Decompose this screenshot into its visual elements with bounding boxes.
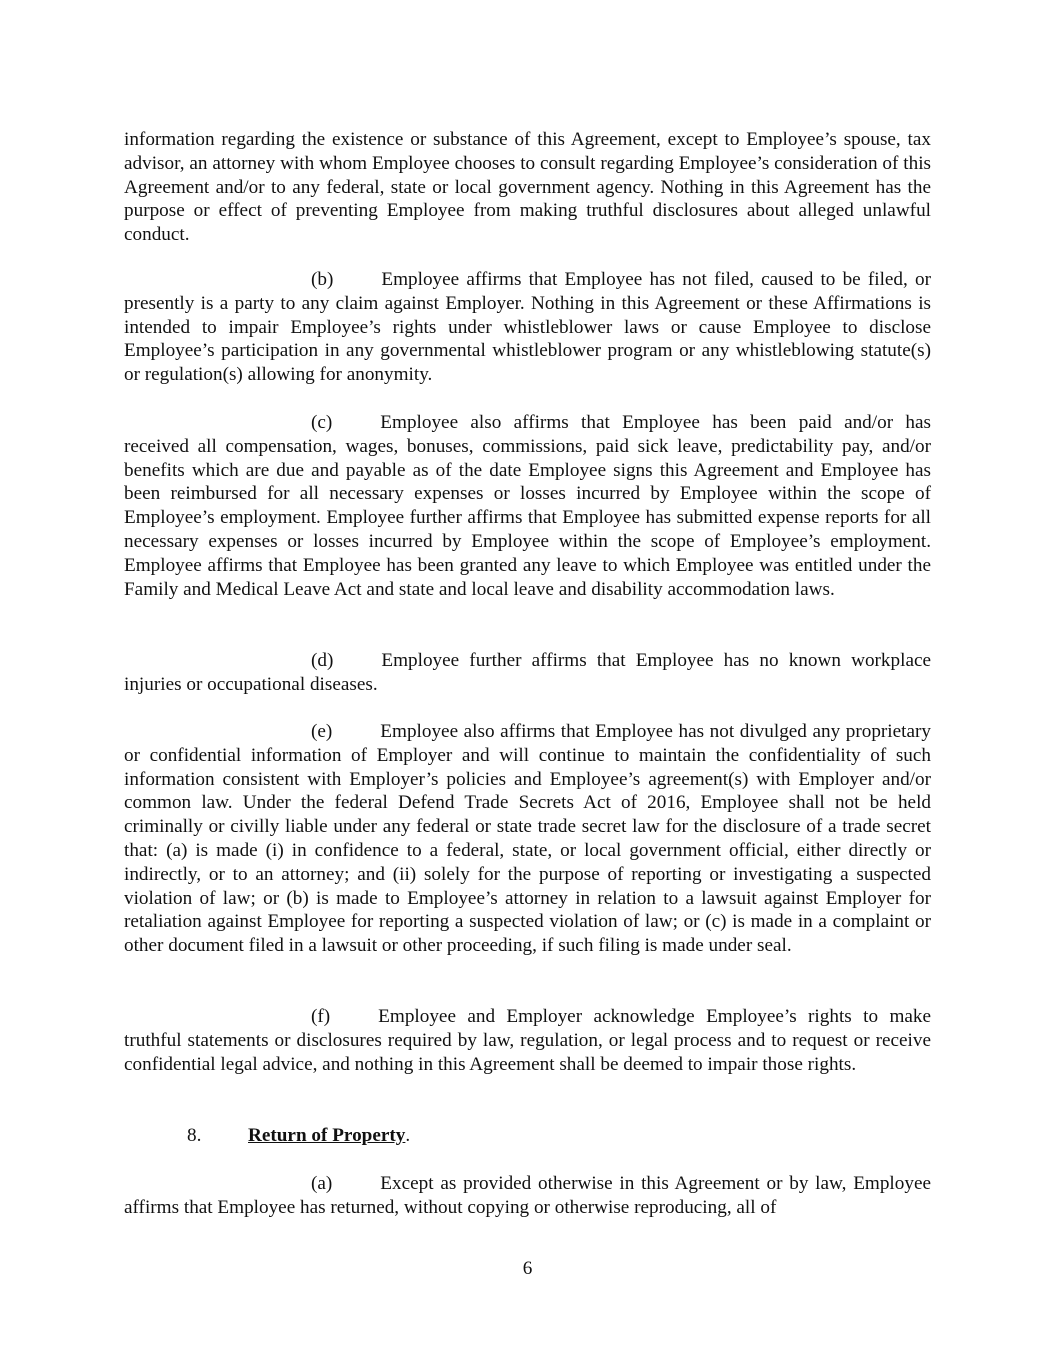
section-title-period: . xyxy=(405,1125,411,1146)
subsection-text: Employee and Employer acknowledge Employee’s rights to make truthful statements or disclosures required by law, regulation, or legal process and to request or receive confidential legal advice, and nothing in this Agreement shall be deemed to impair those rights. xyxy=(124,1006,931,1075)
subsection-b xyxy=(124,268,931,387)
section-8-subsection-a xyxy=(124,1172,931,1220)
subsection-f xyxy=(124,1005,931,1076)
page-number: 6 xyxy=(522,1258,533,1279)
subsection-label: (e) xyxy=(311,721,333,742)
subsection-text: Employee also affirms that Employee has been paid and/or has received all compensation, wages, bonuses, commissions, paid sick leave, predictability pay, and/or benefits which are due and payable as of the date Employee signs this Agreement and Employee has been reimbursed for all necessary expenses or losses incurred by Employee within the scope of Employee’s employment. Employee further affirms that Employee has submitted expense reports for all necessary expenses or losses incurred by Employee within the scope of Employee’s employment. Employee affirms that Employee has been granted any leave to which Employee was entitled under the Family and Medical Leave Act and state and local leave and disability accommodation laws. xyxy=(124,412,931,600)
subsection-label: (c) xyxy=(311,412,333,433)
subsection-text: Employee affirms that Employee has not filed, caused to be filed, or presently is a party to any claim against Employer. Nothing in this Agreement or these Affirmations is intended to impair Employee’s rights under whistleblower laws or cause Employee to disclose Employee’s participation in any governmental whistleblower program or any whistleblowing statute(s) or regulation(s) allowing for anonymity. xyxy=(124,269,931,386)
subsection-text: Except as provided otherwise in this Agreement or by law, Employee affirms that Employee has returned, without copying or otherwise reproducing, all of xyxy=(124,1173,931,1218)
continuation-paragraph xyxy=(124,128,931,247)
section-title: Return of Property xyxy=(248,1125,406,1146)
subsection-label: (d) xyxy=(311,650,334,671)
subsection-label: (f) xyxy=(311,1006,331,1027)
section-heading xyxy=(187,1124,410,1148)
subsection-text: Employee also affirms that Employee has not divulged any proprietary or confidential information of Employer and will continue to maintain the confidentiality of such information consistent with Employer’s policies and Employee’s agreement(s) with Employer and/or common law. Under the federal Defend Trade Secrets Act of 2016, Employee shall not be held criminally or civilly liable under any federal or state trade secret law for the disclosure of a trade secret that: (a) is made (i) in confidence to a federal, state, or local government official, either directly or indirectly, or to an attorney; and (ii) solely for the purpose of reporting or investigating a suspected violation of law; or (b) is made to Employee’s attorney in relation to a lawsuit against Employer for retaliation against Employee for reporting a suspected violation of law; or (c) is made in a complaint or other document filed in a lawsuit or other proceeding, if such filing is made under seal. xyxy=(124,721,931,957)
subsection-d xyxy=(124,649,931,697)
subsection-text: Employee further affirms that Employee has no known workplace injuries or occupational diseases. xyxy=(124,650,931,695)
subsection-label: (a) xyxy=(311,1173,333,1194)
subsection-c xyxy=(124,411,931,601)
section-number: 8. xyxy=(187,1125,202,1146)
paragraph-text: information regarding the existence or substance of this Agreement, except to Employee’s spouse, tax advisor, an attorney with whom Employee chooses to consult regarding Employee’s consideration of this Agreement and/or to any federal, state or local government agency. Nothing in this Agreement has the purpose or effect of preventing Employee from making truthful disclosures about alleged unlawful conduct. xyxy=(124,129,931,246)
subsection-label: (b) xyxy=(311,269,334,290)
subsection-e xyxy=(124,720,931,958)
